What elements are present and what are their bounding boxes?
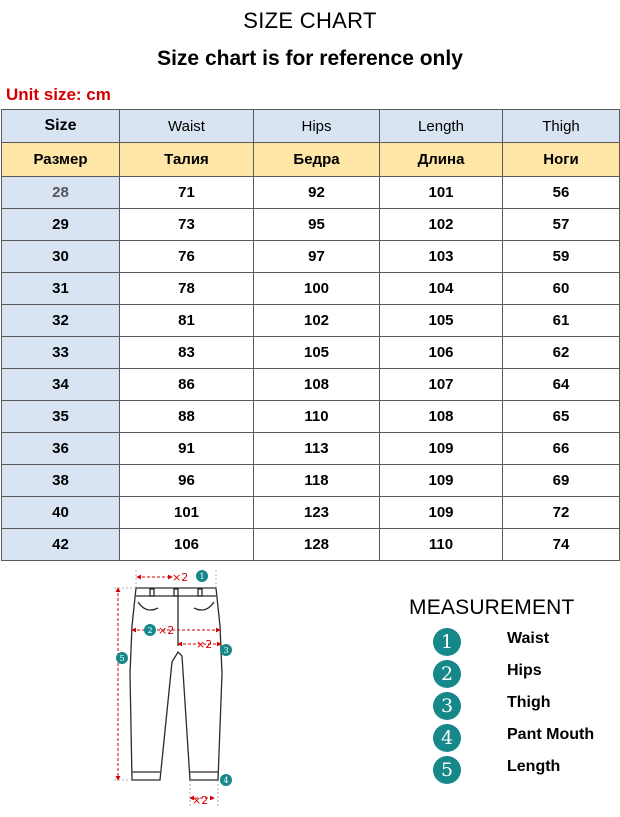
unit-note: Unit size: cm xyxy=(6,85,111,104)
legend-item-thigh xyxy=(433,690,613,722)
page-subtitle: Size chart is for reference only xyxy=(157,47,463,70)
waist-cell: 91 xyxy=(120,433,254,465)
hips-cell: 97 xyxy=(254,241,380,273)
waist-cell: 83 xyxy=(120,337,254,369)
thigh-cell: 66 xyxy=(503,433,620,465)
waist-marker: 1 xyxy=(199,572,205,581)
column-header-size-ru: Размер xyxy=(2,143,120,177)
waist-cell: 78 xyxy=(120,273,254,305)
length-marker: 5 xyxy=(119,654,125,663)
table-row xyxy=(2,369,620,401)
table-row xyxy=(2,401,620,433)
header-row-en xyxy=(2,110,620,143)
number-badge: 5 xyxy=(433,756,461,784)
table-row xyxy=(2,241,620,273)
pant-mouth-marker: 4 xyxy=(223,776,229,785)
length-cell: 104 xyxy=(380,273,503,305)
table-row xyxy=(2,433,620,465)
jeans-measurement-diagram xyxy=(110,566,250,810)
column-header-thigh: Thigh xyxy=(503,110,620,143)
hips-cell: 105 xyxy=(254,337,380,369)
table-row xyxy=(2,529,620,561)
size-cell: 38 xyxy=(2,465,120,497)
column-header-waist: Waist xyxy=(120,110,254,143)
number-badge: 3 xyxy=(433,692,461,720)
thigh-cell: 62 xyxy=(503,337,620,369)
table-row xyxy=(2,177,620,209)
waist-cell: 106 xyxy=(120,529,254,561)
waist-cell: 73 xyxy=(120,209,254,241)
legend-label: Pant Mouth xyxy=(507,726,595,743)
length-cell: 108 xyxy=(380,401,503,433)
thigh-cell: 56 xyxy=(503,177,620,209)
size-cell: 34 xyxy=(2,369,120,401)
hips-cell: 118 xyxy=(254,465,380,497)
size-cell: 33 xyxy=(2,337,120,369)
table-row xyxy=(2,497,620,529)
hips-cell: 102 xyxy=(254,305,380,337)
table-row xyxy=(2,209,620,241)
thigh-cell: 65 xyxy=(503,401,620,433)
hips-cell: 92 xyxy=(254,177,380,209)
measurement-title: MEASUREMENT xyxy=(409,596,575,619)
hips-cell: 128 xyxy=(254,529,380,561)
table-row xyxy=(2,305,620,337)
size-cell: 36 xyxy=(2,433,120,465)
length-cell: 102 xyxy=(380,209,503,241)
column-header-hips: Hips xyxy=(254,110,380,143)
size-cell: 40 xyxy=(2,497,120,529)
hips-cell: 113 xyxy=(254,433,380,465)
waist-times-two: ×2 xyxy=(172,571,189,584)
size-cell: 29 xyxy=(2,209,120,241)
hips-cell: 123 xyxy=(254,497,380,529)
legend-item-hips xyxy=(433,658,613,690)
column-header-size: Size xyxy=(2,110,120,143)
legend-label: Hips xyxy=(507,662,542,679)
length-cell: 105 xyxy=(380,305,503,337)
legend-item-length xyxy=(433,754,613,786)
number-badge: 2 xyxy=(433,660,461,688)
thigh-cell: 72 xyxy=(503,497,620,529)
thigh-cell: 60 xyxy=(503,273,620,305)
legend-item-waist xyxy=(433,626,613,658)
header-row-ru xyxy=(2,143,620,177)
page-title: SIZE CHART xyxy=(243,8,377,33)
column-header-waist-ru: Талия xyxy=(120,143,254,177)
size-cell: 28 xyxy=(2,177,120,209)
thigh-cell: 74 xyxy=(503,529,620,561)
size-cell: 42 xyxy=(2,529,120,561)
legend-label: Length xyxy=(507,758,561,775)
hips-cell: 108 xyxy=(254,369,380,401)
waist-cell: 96 xyxy=(120,465,254,497)
length-cell: 101 xyxy=(380,177,503,209)
legend-item-pant-mouth xyxy=(433,722,613,754)
number-badge: 4 xyxy=(433,724,461,752)
thigh-cell: 69 xyxy=(503,465,620,497)
thigh-cell: 61 xyxy=(503,305,620,337)
size-cell: 30 xyxy=(2,241,120,273)
waist-cell: 76 xyxy=(120,241,254,273)
hips-times-two: ×2 xyxy=(158,624,175,637)
size-cell: 32 xyxy=(2,305,120,337)
waist-cell: 81 xyxy=(120,305,254,337)
pant-mouth-times-two: ×2 xyxy=(192,794,209,807)
waist-cell: 101 xyxy=(120,497,254,529)
thigh-cell: 64 xyxy=(503,369,620,401)
table-row xyxy=(2,273,620,305)
jeans-outline xyxy=(130,588,222,780)
waist-cell: 88 xyxy=(120,401,254,433)
column-header-thigh-ru: Ноги xyxy=(503,143,620,177)
hips-marker: 2 xyxy=(147,626,153,635)
thigh-times-two: ×2 xyxy=(196,638,213,651)
length-cell: 106 xyxy=(380,337,503,369)
length-cell: 103 xyxy=(380,241,503,273)
waist-cell: 86 xyxy=(120,369,254,401)
length-cell: 109 xyxy=(380,465,503,497)
size-cell: 35 xyxy=(2,401,120,433)
waist-cell: 71 xyxy=(120,177,254,209)
column-header-hips-ru: Бедра xyxy=(254,143,380,177)
length-cell: 109 xyxy=(380,497,503,529)
table-row xyxy=(2,337,620,369)
thigh-cell: 59 xyxy=(503,241,620,273)
length-cell: 109 xyxy=(380,433,503,465)
size-cell: 31 xyxy=(2,273,120,305)
length-cell: 107 xyxy=(380,369,503,401)
hips-cell: 100 xyxy=(254,273,380,305)
table-row xyxy=(2,465,620,497)
hips-cell: 95 xyxy=(254,209,380,241)
size-chart-table xyxy=(1,109,620,561)
hips-cell: 110 xyxy=(254,401,380,433)
column-header-length-ru: Длина xyxy=(380,143,503,177)
measurement-legend xyxy=(433,626,613,786)
number-badge: 1 xyxy=(433,628,461,656)
legend-label: Waist xyxy=(507,630,550,647)
column-header-length: Length xyxy=(380,110,503,143)
thigh-cell: 57 xyxy=(503,209,620,241)
length-cell: 110 xyxy=(380,529,503,561)
thigh-marker: 3 xyxy=(223,646,229,655)
legend-label: Thigh xyxy=(507,694,551,711)
